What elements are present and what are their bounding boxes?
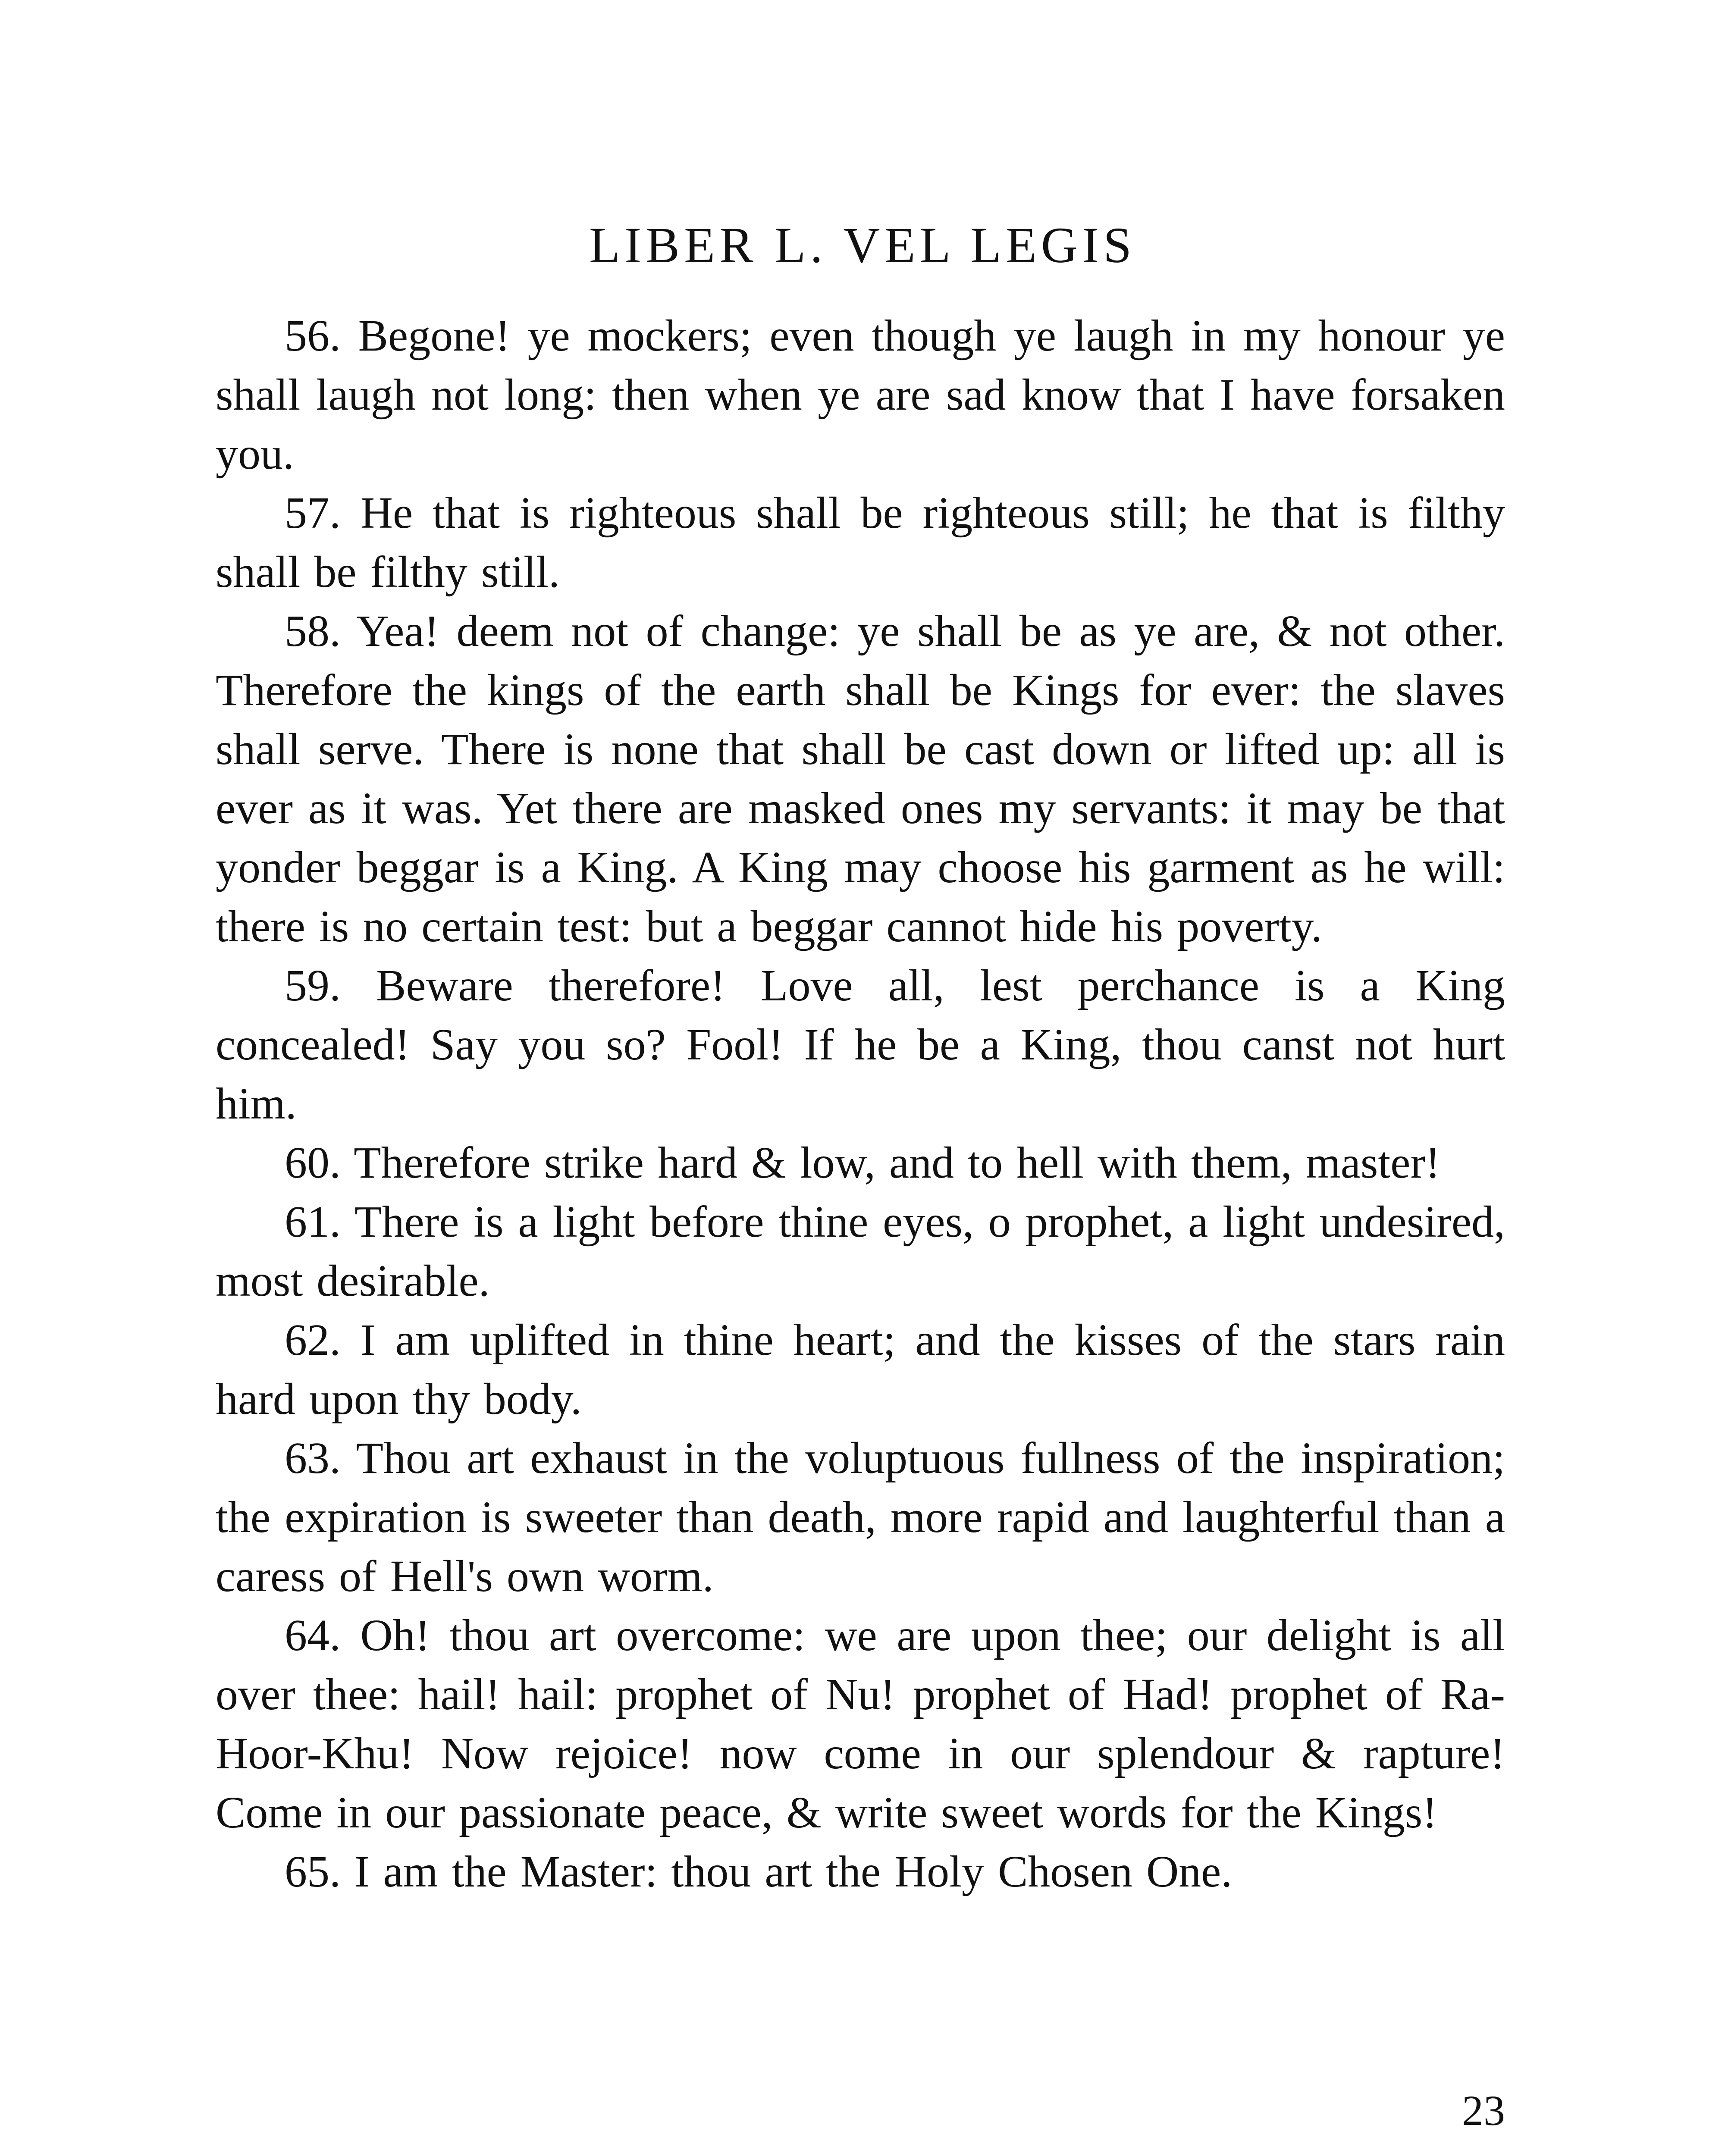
verse-63: 63. Thou art exhaust in the voluptuous fullness of the inspiration; the expiration is sweeter than death, more rapid and laughterful than a caress of Hell's own worm. [216,1433,1505,1601]
page-number: 23 [1462,2087,1505,2134]
verse-59: 59. Beware therefore! Love all, lest perchance is a King concealed! Say you so? Fool! If he be a King, thou canst not hurt him. [216,961,1505,1128]
verse-57: 57. He that is righteous shall be righteous still; he that is filthy shall be filthy still. [216,488,1505,597]
verse-64: 64. Oh! thou art overcome: we are upon thee; our delight is all over thee: hail! hail: prophet of Nu! prophet of Had! prophet of Ra-Hoor-Khu! Now rejoice! now come in our splendour & rapture! Come in our passionate peace, & write sweet words for the Kings! [216,1611,1505,1837]
verse-60: 60. Therefore strike hard & low, and to hell with them, master! [285,1138,1440,1188]
verse-58: 58. Yea! deem not of change: ye shall be as ye are, & not other. Therefore the kings of the earth shall be Kings for ever: the slaves shall serve. There is none that shall be cast down or lifted up: all is ever as it was. Yet there are masked ones my servants: it may be that yonder beggar is a King. A King may choose his garment as he will: there is no certain test: but a beggar cannot hide his poverty. [216,606,1505,951]
verse-61: 61. There is a light before thine eyes, o prophet, a light undesired, most desirable. [216,1197,1505,1306]
running-title: LIBER L. VEL LEGIS [589,217,1136,273]
verse-list [216,306,1505,1901]
verse-62: 62. I am uplifted in thine heart; and the kisses of the stars rain hard upon thy body. [216,1315,1505,1424]
verse-65: 65. I am the Master: thou art the Holy Chosen One. [285,1847,1233,1896]
verse-56: 56. Begone! ye mockers; even though ye laugh in my honour ye shall laugh not long: then when ye are sad know that I have forsaken you. [216,311,1505,479]
